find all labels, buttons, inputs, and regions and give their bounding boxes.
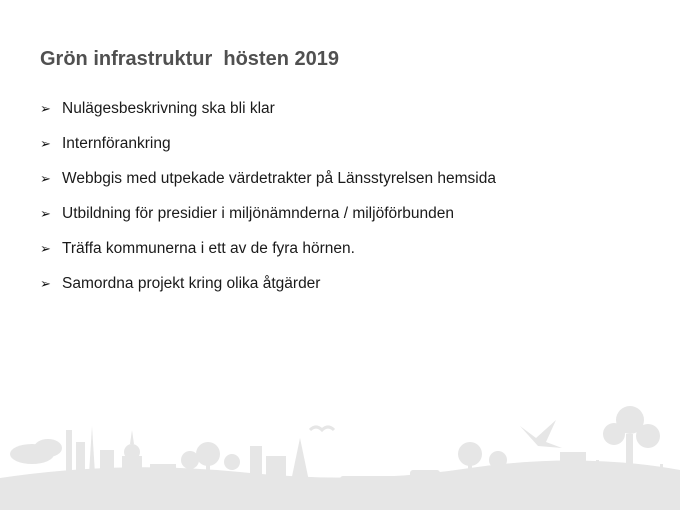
bullet-item (40, 168, 496, 203)
bullet-text: Samordna projekt kring olika åtgärder (62, 275, 321, 292)
arrow-bullet-icon: ➢ (40, 101, 51, 116)
bullet-item (40, 273, 496, 308)
bullet-item (40, 98, 496, 133)
bullet-text: Nulägesbeskrivning ska bli klar (62, 100, 275, 117)
arrow-bullet-icon: ➢ (40, 171, 51, 186)
bullet-text: Utbildning för presidier i miljönämnderna / miljöförbunden (62, 205, 455, 222)
bullet-item (40, 203, 496, 238)
bullet-text: Webbgis med utpekade värdetrakter på Länsstyrelsen hemsida (62, 170, 496, 187)
arrow-bullet-icon: ➢ (40, 136, 51, 151)
arrow-bullet-icon: ➢ (40, 276, 51, 291)
skyline-decoration (0, 390, 680, 510)
bullet-item (40, 238, 496, 273)
arrow-bullet-icon: ➢ (40, 241, 51, 256)
bullet-item (40, 133, 496, 168)
bullet-text: Internförankring (62, 135, 171, 152)
bullet-list (40, 98, 496, 308)
slide-title: Grön infrastruktur hösten 2019 (40, 48, 339, 70)
bullet-text: Träffa kommunerna i ett av de fyra hörnen. (62, 240, 355, 257)
arrow-bullet-icon: ➢ (40, 206, 51, 221)
